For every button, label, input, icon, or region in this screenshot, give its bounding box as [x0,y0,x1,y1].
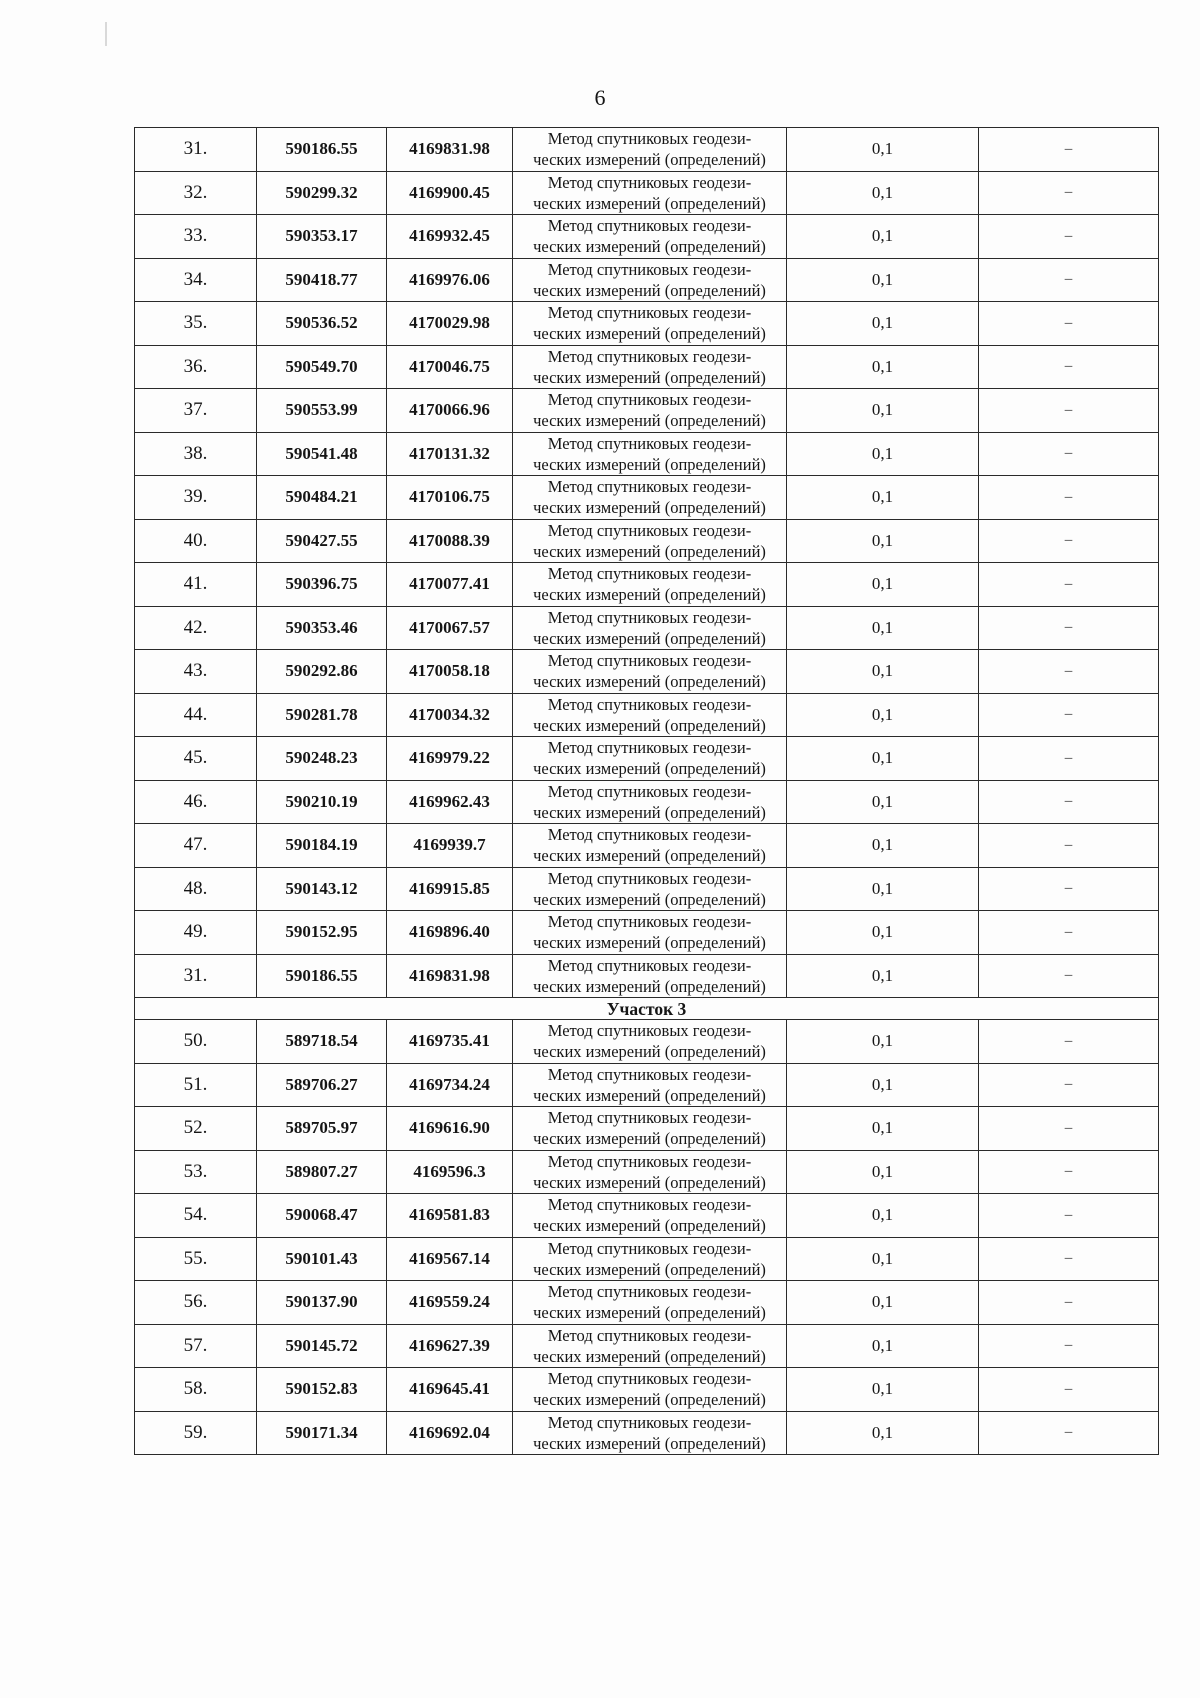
accuracy-cell: 0,1 [787,1324,979,1368]
description-cell: – [979,302,1159,346]
description-cell: – [979,519,1159,563]
x-coordinate-cell: 589718.54 [257,1020,387,1064]
description-cell: – [979,1063,1159,1107]
accuracy-cell: 0,1 [787,1150,979,1194]
method-cell [513,1237,787,1281]
description-cell: – [979,1150,1159,1194]
y-coordinate-cell: 4169581.83 [387,1194,513,1238]
accuracy-cell: 0,1 [787,867,979,911]
accuracy-cell: 0,1 [787,432,979,476]
method-cell [513,1063,787,1107]
y-coordinate-cell: 4169831.98 [387,954,513,998]
point-number-cell: 36. [135,345,257,389]
y-coordinate-cell: 4170088.39 [387,519,513,563]
description-cell: – [979,389,1159,433]
y-coordinate-cell: 4169645.41 [387,1368,513,1412]
method-line-1: Метод спутниковых геодези- [547,1151,752,1171]
x-coordinate-cell: 590248.23 [257,737,387,781]
table-row [135,1063,1159,1107]
description-cell: – [979,606,1159,650]
accuracy-cell: 0,1 [787,1107,979,1151]
x-coordinate-cell: 589705.97 [257,1107,387,1151]
description-cell: – [979,432,1159,476]
x-coordinate-cell: 590143.12 [257,867,387,911]
x-coordinate-cell: 590396.75 [257,563,387,607]
description-cell: – [979,128,1159,172]
method-line-2: ческих измерений (определений) [533,280,766,300]
point-number-cell: 59. [135,1411,257,1455]
y-coordinate-cell: 4169831.98 [387,128,513,172]
method-line-2: ческих измерений (определений) [533,759,766,779]
table-row [135,606,1159,650]
point-number-cell: 38. [135,432,257,476]
table-row [135,954,1159,998]
description-cell: – [979,1020,1159,1064]
accuracy-cell: 0,1 [787,258,979,302]
method-line-2: ческих измерений (определений) [533,1303,766,1323]
table-row [135,432,1159,476]
method-line-1: Метод спутниковых геодези- [547,129,752,149]
method-line-2: ческих измерений (определений) [533,585,766,605]
description-cell: – [979,1411,1159,1455]
accuracy-cell: 0,1 [787,954,979,998]
point-number-cell: 51. [135,1063,257,1107]
method-line-2: ческих измерений (определений) [533,715,766,735]
y-coordinate-cell: 4169900.45 [387,171,513,215]
x-coordinate-cell: 590152.83 [257,1368,387,1412]
point-number-cell: 40. [135,519,257,563]
y-coordinate-cell: 4169939.7 [387,824,513,868]
accuracy-cell: 0,1 [787,345,979,389]
method-line-2: ческих измерений (определений) [533,846,766,866]
method-line-1: Метод спутниковых геодези- [547,477,752,497]
accuracy-cell: 0,1 [787,302,979,346]
description-cell: – [979,1324,1159,1368]
x-coordinate-cell: 590299.32 [257,171,387,215]
method-line-1: Метод спутниковых геодези- [547,781,752,801]
method-line-2: ческих измерений (определений) [533,1433,766,1453]
table-row [135,563,1159,607]
method-cell [513,606,787,650]
table-row [135,737,1159,781]
y-coordinate-cell: 4170046.75 [387,345,513,389]
method-line-1: Метод спутниковых геодези- [547,346,752,366]
point-number-cell: 41. [135,563,257,607]
method-line-1: Метод спутниковых геодези- [547,1238,752,1258]
table-row [135,215,1159,259]
y-coordinate-cell: 4169567.14 [387,1237,513,1281]
accuracy-cell: 0,1 [787,1281,979,1325]
method-line-1: Метод спутниковых геодези- [547,520,752,540]
x-coordinate-cell: 589807.27 [257,1150,387,1194]
y-coordinate-cell: 4170131.32 [387,432,513,476]
method-cell [513,1281,787,1325]
method-line-1: Метод спутниковых геодези- [547,1325,752,1345]
x-coordinate-cell: 590418.77 [257,258,387,302]
point-number-cell: 46. [135,780,257,824]
method-line-1: Метод спутниковых геодези- [547,564,752,584]
table-row [135,780,1159,824]
table-row [135,128,1159,172]
description-cell: – [979,345,1159,389]
accuracy-cell: 0,1 [787,215,979,259]
method-line-2: ческих измерений (определений) [533,498,766,518]
description-cell: – [979,737,1159,781]
method-line-1: Метод спутниковых геодези- [547,1195,752,1215]
table-row [135,824,1159,868]
y-coordinate-cell: 4170034.32 [387,693,513,737]
method-cell [513,1194,787,1238]
point-number-cell: 37. [135,389,257,433]
table-row [135,1107,1159,1151]
method-cell [513,1411,787,1455]
point-number-cell: 47. [135,824,257,868]
accuracy-cell: 0,1 [787,780,979,824]
accuracy-cell: 0,1 [787,171,979,215]
method-cell [513,302,787,346]
x-coordinate-cell: 590281.78 [257,693,387,737]
section-title: Участок 3 [135,998,1159,1020]
table-row [135,345,1159,389]
accuracy-cell: 0,1 [787,1063,979,1107]
method-line-2: ческих измерений (определений) [533,367,766,387]
y-coordinate-cell: 4169976.06 [387,258,513,302]
method-cell [513,954,787,998]
accuracy-cell: 0,1 [787,737,979,781]
method-line-1: Метод спутниковых геодези- [547,1412,752,1432]
point-number-cell: 55. [135,1237,257,1281]
x-coordinate-cell: 590541.48 [257,432,387,476]
method-line-1: Метод спутниковых геодези- [547,259,752,279]
method-line-1: Метод спутниковых геодези- [547,651,752,671]
method-line-2: ческих измерений (определений) [533,1085,766,1105]
method-line-1: Метод спутниковых геодези- [547,1282,752,1302]
point-number-cell: 31. [135,954,257,998]
x-coordinate-cell: 590353.17 [257,215,387,259]
x-coordinate-cell: 590068.47 [257,1194,387,1238]
description-cell: – [979,867,1159,911]
accuracy-cell: 0,1 [787,563,979,607]
point-number-cell: 56. [135,1281,257,1325]
method-line-1: Метод спутниковых геодези- [547,172,752,192]
description-cell: – [979,1194,1159,1238]
table-row [135,171,1159,215]
method-line-1: Метод спутниковых геодези- [547,825,752,845]
x-coordinate-cell: 590210.19 [257,780,387,824]
table-row [135,1324,1159,1368]
x-coordinate-cell: 590171.34 [257,1411,387,1455]
description-cell: – [979,650,1159,694]
table-row [135,389,1159,433]
point-number-cell: 49. [135,911,257,955]
method-cell [513,911,787,955]
description-cell: – [979,824,1159,868]
accuracy-cell: 0,1 [787,650,979,694]
point-number-cell: 34. [135,258,257,302]
method-cell [513,258,787,302]
method-line-1: Метод спутниковых геодези- [547,1021,752,1041]
y-coordinate-cell: 4170077.41 [387,563,513,607]
method-line-2: ческих измерений (определений) [533,541,766,561]
y-coordinate-cell: 4169559.24 [387,1281,513,1325]
description-cell: – [979,954,1159,998]
y-coordinate-cell: 4169627.39 [387,1324,513,1368]
method-cell [513,1020,787,1064]
method-cell [513,1324,787,1368]
point-number-cell: 50. [135,1020,257,1064]
method-line-2: ческих измерений (определений) [533,933,766,953]
point-number-cell: 44. [135,693,257,737]
point-number-cell: 39. [135,476,257,520]
method-cell [513,128,787,172]
y-coordinate-cell: 4169932.45 [387,215,513,259]
method-line-2: ческих измерений (определений) [533,411,766,431]
x-coordinate-cell: 590145.72 [257,1324,387,1368]
x-coordinate-cell: 590427.55 [257,519,387,563]
method-line-2: ческих измерений (определений) [533,1390,766,1410]
method-line-1: Метод спутниковых геодези- [547,1064,752,1084]
x-coordinate-cell: 590484.21 [257,476,387,520]
method-line-2: ческих измерений (определений) [533,1172,766,1192]
y-coordinate-cell: 4169734.24 [387,1063,513,1107]
y-coordinate-cell: 4170106.75 [387,476,513,520]
method-line-2: ческих измерений (определений) [533,628,766,648]
accuracy-cell: 0,1 [787,911,979,955]
method-line-2: ческих измерений (определений) [533,150,766,170]
accuracy-cell: 0,1 [787,824,979,868]
method-cell [513,693,787,737]
description-cell: – [979,1281,1159,1325]
description-cell: – [979,215,1159,259]
y-coordinate-cell: 4170029.98 [387,302,513,346]
description-cell: – [979,171,1159,215]
accuracy-cell: 0,1 [787,1237,979,1281]
method-line-2: ческих измерений (определений) [533,324,766,344]
method-line-1: Метод спутниковых геодези- [547,694,752,714]
description-cell: – [979,476,1159,520]
table-row [135,867,1159,911]
y-coordinate-cell: 4170058.18 [387,650,513,694]
method-cell [513,1107,787,1151]
y-coordinate-cell: 4169596.3 [387,1150,513,1194]
x-coordinate-cell: 590101.43 [257,1237,387,1281]
method-cell [513,780,787,824]
method-line-2: ческих измерений (определений) [533,1346,766,1366]
method-line-2: ческих измерений (определений) [533,1216,766,1236]
y-coordinate-cell: 4169616.90 [387,1107,513,1151]
method-line-1: Метод спутниковых геодези- [547,607,752,627]
x-coordinate-cell: 590184.19 [257,824,387,868]
table-row [135,519,1159,563]
point-number-cell: 42. [135,606,257,650]
accuracy-cell: 0,1 [787,1194,979,1238]
point-number-cell: 48. [135,867,257,911]
table-row [135,476,1159,520]
x-coordinate-cell: 589706.27 [257,1063,387,1107]
x-coordinate-cell: 590137.90 [257,1281,387,1325]
point-number-cell: 32. [135,171,257,215]
point-number-cell: 58. [135,1368,257,1412]
accuracy-cell: 0,1 [787,1020,979,1064]
description-cell: – [979,563,1159,607]
section-header-row [135,998,1159,1020]
point-number-cell: 52. [135,1107,257,1151]
y-coordinate-cell: 4169979.22 [387,737,513,781]
method-cell [513,519,787,563]
description-cell: – [979,780,1159,824]
method-line-1: Метод спутниковых геодези- [547,738,752,758]
method-cell [513,1368,787,1412]
method-line-2: ческих измерений (определений) [533,889,766,909]
method-cell [513,1150,787,1194]
accuracy-cell: 0,1 [787,606,979,650]
table-row [135,258,1159,302]
table-row [135,1020,1159,1064]
method-line-1: Метод спутниковых геодези- [547,1369,752,1389]
accuracy-cell: 0,1 [787,519,979,563]
method-line-1: Метод спутниковых геодези- [547,912,752,932]
y-coordinate-cell: 4170066.96 [387,389,513,433]
method-cell [513,476,787,520]
accuracy-cell: 0,1 [787,693,979,737]
accuracy-cell: 0,1 [787,1368,979,1412]
y-coordinate-cell: 4169692.04 [387,1411,513,1455]
scan-margin-mark [105,22,107,46]
x-coordinate-cell: 590292.86 [257,650,387,694]
point-number-cell: 57. [135,1324,257,1368]
table-row [135,1237,1159,1281]
method-cell [513,867,787,911]
description-cell: – [979,911,1159,955]
y-coordinate-cell: 4169915.85 [387,867,513,911]
table-row [135,650,1159,694]
method-line-1: Метод спутниковых геодези- [547,868,752,888]
x-coordinate-cell: 590186.55 [257,954,387,998]
y-coordinate-cell: 4169962.43 [387,780,513,824]
accuracy-cell: 0,1 [787,1411,979,1455]
point-number-cell: 33. [135,215,257,259]
point-number-cell: 53. [135,1150,257,1194]
method-cell [513,215,787,259]
y-coordinate-cell: 4169735.41 [387,1020,513,1064]
x-coordinate-cell: 590536.52 [257,302,387,346]
method-line-2: ческих измерений (определений) [533,802,766,822]
table-row [135,302,1159,346]
point-number-cell: 31. [135,128,257,172]
x-coordinate-cell: 590152.95 [257,911,387,955]
method-line-2: ческих измерений (определений) [533,672,766,692]
point-number-cell: 43. [135,650,257,694]
method-cell [513,389,787,433]
accuracy-cell: 0,1 [787,128,979,172]
method-line-2: ческих измерений (определений) [533,1042,766,1062]
method-cell [513,824,787,868]
method-line-1: Метод спутниковых геодези- [547,955,752,975]
method-cell [513,345,787,389]
description-cell: – [979,1107,1159,1151]
method-cell [513,563,787,607]
x-coordinate-cell: 590186.55 [257,128,387,172]
table-row [135,911,1159,955]
method-cell [513,171,787,215]
method-line-1: Метод спутниковых геодези- [547,303,752,323]
accuracy-cell: 0,1 [787,476,979,520]
point-number-cell: 45. [135,737,257,781]
method-line-2: ческих измерений (определений) [533,454,766,474]
table-row [135,1368,1159,1412]
description-cell: – [979,258,1159,302]
x-coordinate-cell: 590353.46 [257,606,387,650]
method-line-1: Метод спутниковых геодези- [547,1108,752,1128]
method-cell [513,432,787,476]
table-row [135,1281,1159,1325]
table-row [135,1411,1159,1455]
method-cell [513,737,787,781]
y-coordinate-cell: 4170067.57 [387,606,513,650]
method-line-2: ческих измерений (определений) [533,237,766,257]
y-coordinate-cell: 4169896.40 [387,911,513,955]
point-number-cell: 54. [135,1194,257,1238]
table-row [135,693,1159,737]
page-number: 6 [594,85,606,110]
description-cell: – [979,693,1159,737]
coordinates-table [134,127,1159,1455]
x-coordinate-cell: 590553.99 [257,389,387,433]
table-row [135,1150,1159,1194]
accuracy-cell: 0,1 [787,389,979,433]
method-line-1: Метод спутниковых геодези- [547,433,752,453]
method-cell [513,650,787,694]
method-line-2: ческих измерений (определений) [533,1129,766,1149]
method-line-2: ческих измерений (определений) [533,193,766,213]
description-cell: – [979,1237,1159,1281]
method-line-1: Метод спутниковых геодези- [547,390,752,410]
method-line-2: ческих измерений (определений) [533,1259,766,1279]
table-row [135,1194,1159,1238]
description-cell: – [979,1368,1159,1412]
point-number-cell: 35. [135,302,257,346]
method-line-2: ческих измерений (определений) [533,976,766,996]
x-coordinate-cell: 590549.70 [257,345,387,389]
method-line-1: Метод спутниковых геодези- [547,216,752,236]
